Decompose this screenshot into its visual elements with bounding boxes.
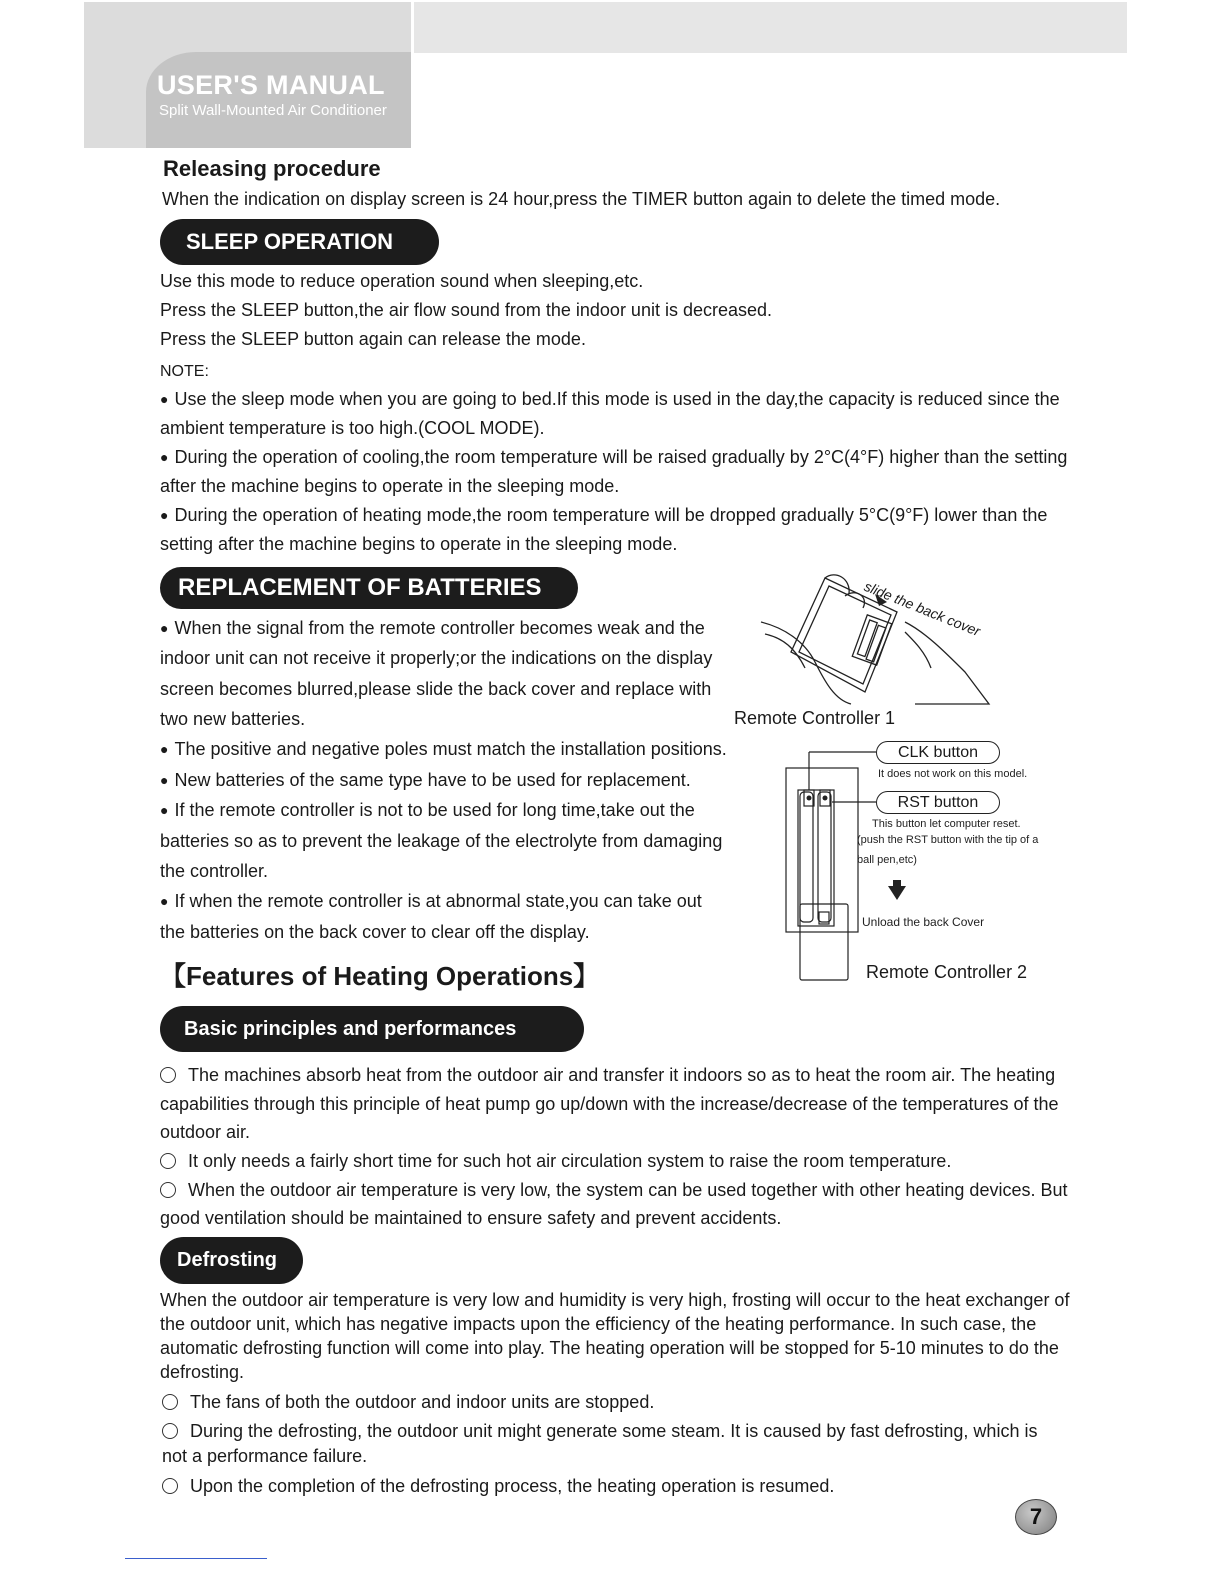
defrost-line: the outdoor unit, which has negative impacts upon the efficiency of the heating performance. In such case, the <box>160 1314 1037 1334</box>
defrost-line: During the defrosting, the outdoor unit might generate some steam. It is caused by fast defrosting, which is <box>162 1417 1037 1446</box>
down-arrow-icon <box>888 886 906 900</box>
batteries-title: REPLACEMENT OF BATTERIES <box>160 567 578 609</box>
sleep-operation-title: SLEEP OPERATION <box>160 219 439 265</box>
circle-bullet-icon <box>160 1182 176 1198</box>
sleep-line: Use this mode to reduce operation sound when sleeping,etc. <box>160 271 644 291</box>
note-line: ambient temperature is too high.(COOL MODE). <box>160 418 545 438</box>
basic-line: capabilities through this principle of heat pump go up/down with the increase/decrease of the temperatures of the <box>160 1094 1059 1114</box>
page-number-badge <box>1015 1499 1057 1535</box>
releasing-text: When the indication on display screen is 24 hour,press the TIMER button again to delete the timed mode. <box>162 189 1001 209</box>
circle-bullet-icon <box>162 1394 178 1410</box>
manual-title: USER'S MANUAL <box>157 70 385 100</box>
basic-line: The machines absorb heat from the outdoor air and transfer it indoors so as to heat the room air. The heating <box>160 1061 1055 1090</box>
slide-back-cover-label: slide the back cover <box>862 578 983 640</box>
battery-line: two new batteries. <box>160 709 306 729</box>
page-number: 7 <box>1029 1504 1043 1529</box>
basic-line: It only needs a fairly short time for such hot air circulation system to raise the room temperature. <box>160 1147 951 1176</box>
battery-line: batteries so as to prevent the leakage of the electrolyte from damaging <box>160 831 723 851</box>
defrost-line: not a performance failure. <box>162 1446 368 1466</box>
battery-line: screen becomes blurred,please slide the back cover and replace with <box>160 679 712 699</box>
clk-button-label: CLK button <box>876 741 1000 764</box>
battery-line: ● New batteries of the same type have to be used for replacement. <box>160 766 691 796</box>
defrost-line: defrosting. <box>160 1362 245 1382</box>
header-bar <box>414 2 1127 53</box>
rst-note: (push the RST button with the tip of a <box>857 834 1039 846</box>
defrost-line: The fans of both the outdoor and indoor units are stopped. <box>162 1388 654 1417</box>
defrost-line: When the outdoor air temperature is very low and humidity is very high, frosting will occur to the heat exchanger of <box>160 1290 1070 1310</box>
unload-back-cover-label: Unload the back Cover <box>862 915 985 929</box>
basic-line: good ventilation should be maintained to ensure safety and prevent accidents. <box>160 1208 782 1228</box>
down-arrow-stem <box>893 880 901 888</box>
battery-line: the controller. <box>160 861 269 881</box>
note-line: setting after the machine begins to operate in the sleeping mode. <box>160 534 678 554</box>
remote-controller-2-caption: Remote Controller 2 <box>866 962 1028 982</box>
circle-bullet-icon <box>162 1423 178 1439</box>
basic-line: When the outdoor air temperature is very low, the system can be used together with other heating devices. But <box>160 1176 1067 1205</box>
battery-line: ● If the remote controller is not to be used for long time,take out the <box>160 796 695 826</box>
basic-line: outdoor air. <box>160 1122 251 1142</box>
battery-line: ● The positive and negative poles must match the installation positions. <box>160 735 727 765</box>
defrost-line: automatic defrosting function will come into play. The heating operation will be stopped for 5-10 minutes to do the <box>160 1338 1059 1358</box>
rst-note: ball pen,etc) <box>857 854 917 866</box>
sleep-line: Press the SLEEP button again can release the mode. <box>160 329 586 349</box>
circle-bullet-icon <box>160 1067 176 1083</box>
circle-bullet-icon <box>160 1153 176 1169</box>
note-line: ● During the operation of cooling,the room temperature will be raised gradually by 2°C(4°F) higher than the setting <box>160 443 1067 473</box>
defrosting-title: Defrosting <box>160 1237 303 1284</box>
note-line: ● Use the sleep mode when you are going to bed.If this mode is used in the day,the capacity is reduced since the <box>160 385 1060 415</box>
circle-bullet-icon <box>162 1478 178 1494</box>
rst-note: This button let computer reset. <box>872 818 1021 830</box>
releasing-heading: Releasing procedure <box>163 156 381 181</box>
note-label: NOTE: <box>160 363 209 380</box>
note-line: ● During the operation of heating mode,the room temperature will be dropped gradually 5°C(9°F) lower than the <box>160 501 1047 531</box>
rst-button-label: RST button <box>876 791 1000 814</box>
note-line: after the machine begins to operate in the sleeping mode. <box>160 476 620 496</box>
remote-controller-1-caption: Remote Controller 1 <box>734 708 896 728</box>
manual-subtitle: Split Wall-Mounted Air Conditioner <box>159 102 387 119</box>
sleep-line: Press the SLEEP button,the air flow sound from the indoor unit is decreased. <box>160 300 773 320</box>
footnote-rule <box>125 1558 267 1559</box>
heating-features-title: 【Features of Heating Operations】 <box>160 961 600 991</box>
battery-line: indoor unit can not receive it properly;or the indications on the display <box>160 648 713 668</box>
battery-line: ● When the signal from the remote controller becomes weak and the <box>160 614 705 644</box>
clk-note: It does not work on this model. <box>878 768 1028 780</box>
battery-line: ● If when the remote controller is at abnormal state,you can take out <box>160 887 702 917</box>
defrost-line: Upon the completion of the defrosting process, the heating operation is resumed. <box>162 1472 834 1501</box>
battery-line: the batteries on the back cover to clear off the display. <box>160 922 590 942</box>
basic-principles-title: Basic principles and performances <box>160 1006 584 1052</box>
